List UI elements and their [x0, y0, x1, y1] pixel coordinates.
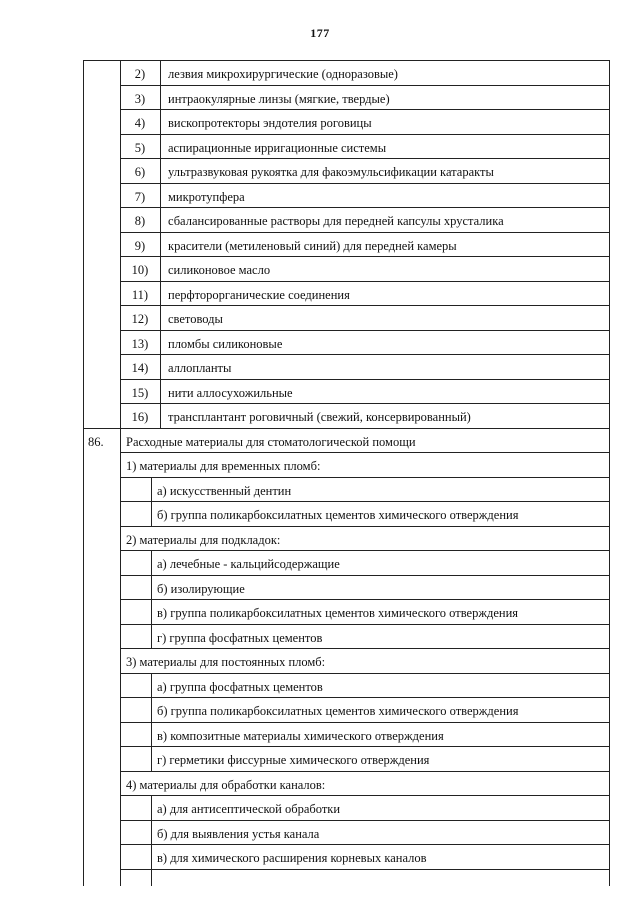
materials-table: [83, 60, 609, 886]
item-number: 4): [134, 116, 146, 131]
item-text: силиконовое масло: [168, 263, 271, 278]
row-divider: [120, 452, 610, 453]
row-divider: [120, 844, 610, 845]
item-number: 9): [134, 238, 146, 253]
row-divider: [120, 183, 610, 184]
row-divider: [120, 232, 610, 233]
item-text: перфторорганические соединения: [168, 287, 350, 302]
row-divider: [120, 550, 610, 551]
row-divider: [120, 624, 610, 625]
row-divider: [120, 869, 610, 870]
item-number: 14): [131, 361, 149, 376]
row-divider: [120, 85, 610, 86]
row-divider: [120, 403, 610, 404]
item-number: 16): [131, 410, 149, 425]
row-divider: [120, 379, 610, 380]
sub-item-text: б) группа поликарбоксилатных цементов химического отверждения: [157, 704, 519, 719]
column-divider: [151, 477, 152, 526]
row-divider: [120, 795, 610, 796]
sub-item-text: а) группа фосфатных цементов: [157, 679, 323, 694]
row-divider: [120, 673, 610, 674]
item-text: красители (метиленовый синий) для передней камеры: [168, 238, 457, 253]
column-divider: [151, 869, 152, 887]
row-divider: [120, 158, 610, 159]
item-number: 15): [131, 385, 149, 400]
row-divider: [120, 501, 610, 502]
item-text: сбалансированные растворы для передней капсулы хрусталика: [168, 214, 504, 229]
row-divider: [120, 575, 610, 576]
section-title: Расходные материалы для стоматологической помощи: [126, 434, 416, 449]
sub-item-text: в) для химического расширения корневых каналов: [157, 851, 427, 866]
column-divider: [151, 795, 152, 869]
item-text: трансплантант роговичный (свежий, консервированный): [168, 410, 471, 425]
column-divider: [83, 60, 84, 886]
sub-item-text: б) изолирующие: [157, 581, 245, 596]
group-title: 3) материалы для постоянных пломб:: [126, 655, 326, 670]
sub-item-text: а) лечебные - кальцийсодержащие: [157, 557, 340, 572]
item-text: световоды: [168, 312, 223, 327]
page-number: 177: [310, 26, 330, 40]
column-divider: [151, 673, 152, 771]
group-title: 2) материалы для подкладок:: [126, 532, 281, 547]
column-divider: [120, 60, 121, 428]
row-divider: [120, 820, 610, 821]
row-divider: [120, 354, 610, 355]
item-text: аллопланты: [168, 361, 232, 376]
item-text: вископротекторы эндотелия роговицы: [168, 116, 372, 131]
item-text: аспирационные ирригационные системы: [168, 140, 387, 155]
row-divider: [120, 134, 610, 135]
sub-item-text: а) для антисептической обработки: [157, 802, 341, 817]
row-divider: [83, 60, 610, 61]
item-text: нити аллосухожильные: [168, 385, 293, 400]
group-title: 1) материалы для временных пломб:: [126, 459, 321, 474]
group-title: 4) материалы для обработки каналов:: [126, 777, 326, 792]
row-divider: [120, 207, 610, 208]
row-divider: [120, 305, 610, 306]
item-number: 6): [134, 165, 146, 180]
column-divider: [120, 428, 121, 887]
item-number: 11): [131, 287, 149, 302]
sub-item-text: б) группа поликарбоксилатных цементов химического отверждения: [157, 508, 519, 523]
row-divider: [83, 428, 610, 429]
row-divider: [120, 599, 610, 600]
item-text: интраокулярные линзы (мягкие, твердые): [168, 91, 390, 106]
row-divider: [120, 697, 610, 698]
sub-item-text: а) искусственный дентин: [157, 483, 292, 498]
row-divider: [120, 526, 610, 527]
item-number: 3): [134, 91, 146, 106]
row-divider: [120, 746, 610, 747]
column-divider: [151, 550, 152, 648]
sub-item-text: г) группа фосфатных цементов: [157, 630, 323, 645]
item-number: 2): [134, 67, 146, 82]
row-divider: [120, 771, 610, 772]
column-divider: [160, 60, 161, 428]
row-divider: [120, 477, 610, 478]
sub-item-text: б) для выявления устья канала: [157, 826, 320, 841]
item-text: микротупфера: [168, 189, 245, 204]
item-text: ультразвуковая рукоятка для факоэмульсификации катаракты: [168, 165, 494, 180]
row-divider: [120, 256, 610, 257]
item-number: 12): [131, 312, 149, 327]
item-number: 13): [131, 336, 149, 351]
item-number: 8): [134, 214, 146, 229]
row-divider: [120, 330, 610, 331]
item-text: лезвия микрохирургические (одноразовые): [168, 67, 398, 82]
sub-item-text: в) композитные материалы химического отверждения: [157, 728, 444, 743]
item-number: 7): [134, 189, 146, 204]
row-divider: [120, 722, 610, 723]
column-divider: [609, 60, 610, 886]
item-number: 10): [131, 263, 149, 278]
item-number: 5): [134, 140, 146, 155]
sub-item-text: в) группа поликарбоксилатных цементов химического отверждения: [157, 606, 519, 621]
item-text: пломбы силиконовые: [168, 336, 283, 351]
row-divider: [120, 109, 610, 110]
row-divider: [120, 648, 610, 649]
row-divider: [120, 281, 610, 282]
sub-item-text: г) герметики фиссурные химического отверждения: [157, 753, 430, 768]
section-number: 86.: [88, 434, 104, 449]
